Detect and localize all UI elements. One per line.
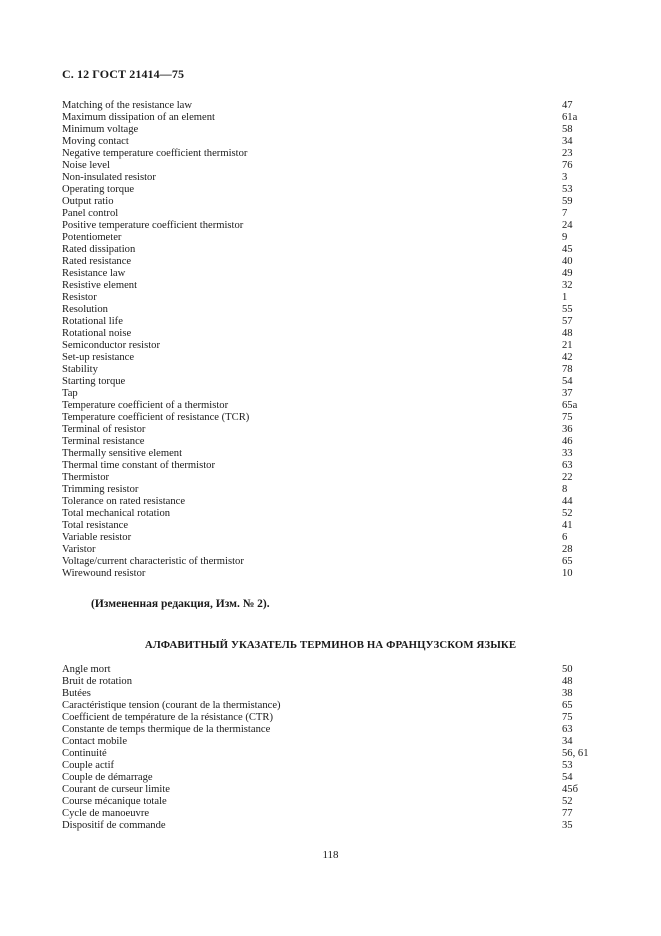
index-term: Thermal time constant of thermistor xyxy=(62,460,215,471)
index-term: Resolution xyxy=(62,304,108,315)
index-term: Terminal of resistor xyxy=(62,424,146,435)
index-entry xyxy=(62,796,602,808)
index-term-number: 77 xyxy=(562,808,573,819)
index-term: Tap xyxy=(62,388,78,399)
index-term: Semiconductor resistor xyxy=(62,340,160,351)
index-entry xyxy=(62,268,602,280)
index-term-number: 78 xyxy=(562,364,573,375)
index-term-number: 61a xyxy=(562,112,578,123)
index-term-number: 57 xyxy=(562,316,573,327)
index-term-number: 59 xyxy=(562,196,573,207)
index-term: Thermally sensitive element xyxy=(62,448,183,459)
index-term-number: 38 xyxy=(562,688,573,699)
index-term: Set-up resistance xyxy=(62,352,135,363)
index-entry xyxy=(62,820,602,832)
index-entry xyxy=(62,664,602,676)
index-term-number: 75 xyxy=(562,712,573,723)
index-entry xyxy=(62,688,602,700)
index-entry xyxy=(62,364,602,376)
index-term-number: 6 xyxy=(562,532,568,543)
index-entry xyxy=(62,760,602,772)
index-term-number: 49 xyxy=(562,268,573,279)
index-entry xyxy=(62,148,602,160)
index-term-number: 41 xyxy=(562,520,573,531)
index-entry xyxy=(62,388,602,400)
index-entry xyxy=(62,556,602,568)
index-term: Constante de temps thermique de la thermistance xyxy=(62,724,271,735)
index-term-number: 75 xyxy=(562,412,573,423)
index-term-number: 48 xyxy=(562,328,573,339)
index-term-number: 63 xyxy=(562,724,573,735)
index-entry xyxy=(62,700,602,712)
index-entry xyxy=(62,532,602,544)
index-entry xyxy=(62,196,602,208)
index-term: Moving contact xyxy=(62,136,129,147)
index-entry xyxy=(62,376,602,388)
index-term-number: 8 xyxy=(562,484,568,495)
index-term-number: 46 xyxy=(562,436,573,447)
index-term: Maximum dissipation of an element xyxy=(62,112,215,123)
index-term: Rated resistance xyxy=(62,256,132,267)
index-term: Output ratio xyxy=(62,196,114,207)
index-entry xyxy=(62,328,602,340)
index-entry xyxy=(62,304,602,316)
index-term: Thermistor xyxy=(62,472,110,483)
index-entry xyxy=(62,520,602,532)
index-term: Starting torque xyxy=(62,376,126,387)
index-entry xyxy=(62,784,602,796)
index-entry xyxy=(62,676,602,688)
index-term: Dispositif de commande xyxy=(62,820,166,831)
index-entry xyxy=(62,280,602,292)
french-index-title: АЛФАВИТНЫЙ УКАЗАТЕЛЬ ТЕРМИНОВ НА ФРАНЦУЗСКОМ ЯЗЫКЕ xyxy=(144,639,517,651)
index-term-number: 53 xyxy=(562,760,573,771)
index-term-number: 52 xyxy=(562,508,573,519)
index-term: Cycle de manoeuvre xyxy=(62,808,150,819)
index-term: Positive temperature coefficient thermistor xyxy=(62,220,244,231)
index-term-number: 35 xyxy=(562,820,573,831)
index-entry xyxy=(62,184,602,196)
index-term-number: 54 xyxy=(562,772,573,783)
index-term-number: 56, 61 xyxy=(562,748,589,759)
index-term: Terminal resistance xyxy=(62,436,145,447)
index-entry xyxy=(62,316,602,328)
index-term: Voltage/current characteristic of thermistor xyxy=(62,556,244,567)
index-term-number: 24 xyxy=(562,220,573,231)
index-term: Temperature coefficient of a thermistor xyxy=(62,400,229,411)
index-entry xyxy=(62,208,602,220)
index-term-number: 45б xyxy=(562,784,578,795)
index-entry xyxy=(62,424,602,436)
index-term: Couple de démarrage xyxy=(62,772,153,783)
index-entry xyxy=(62,448,602,460)
index-term: Bruit de rotation xyxy=(62,676,133,687)
index-term: Noise level xyxy=(62,160,110,171)
index-term: Trimming resistor xyxy=(62,484,139,495)
index-term-number: 58 xyxy=(562,124,573,135)
index-term: Rotational life xyxy=(62,316,123,327)
index-entry xyxy=(62,244,602,256)
amendment-note: (Измененная редакция, Изм. № 2). xyxy=(91,598,270,610)
index-entry xyxy=(62,748,602,760)
index-entry xyxy=(62,100,602,112)
page-number: 118 xyxy=(322,849,339,861)
index-term: Varistor xyxy=(62,544,96,555)
index-entry xyxy=(62,460,602,472)
index-term: Panel control xyxy=(62,208,119,219)
english-term-index xyxy=(62,100,602,580)
index-entry xyxy=(62,124,602,136)
index-term-number: 52 xyxy=(562,796,573,807)
index-term: Coefficient de température de la résistance (CTR) xyxy=(62,712,274,723)
index-term-number: 21 xyxy=(562,340,573,351)
index-term-number: 47 xyxy=(562,100,573,111)
index-term: Angle mort xyxy=(62,664,111,675)
index-entry xyxy=(62,160,602,172)
index-term: Continuité xyxy=(62,748,107,759)
index-entry xyxy=(62,112,602,124)
index-term: Tolerance on rated resistance xyxy=(62,496,186,507)
index-term: Wirewound resistor xyxy=(62,568,146,579)
index-term-number: 44 xyxy=(562,496,573,507)
index-term-number: 22 xyxy=(562,472,573,483)
index-term-number: 42 xyxy=(562,352,573,363)
index-term-number: 10 xyxy=(562,568,573,579)
index-term: Contact mobile xyxy=(62,736,128,747)
index-term-number: 34 xyxy=(562,136,573,147)
page-header: С. 12 ГОСТ 21414—75 xyxy=(62,67,185,81)
index-term-number: 1 xyxy=(562,292,568,303)
index-term: Operating torque xyxy=(62,184,135,195)
index-term: Rated dissipation xyxy=(62,244,136,255)
index-entry xyxy=(62,724,602,736)
index-term: Courant de curseur limite xyxy=(62,784,170,795)
index-term: Matching of the resistance law xyxy=(62,100,193,111)
index-term: Negative temperature coefficient thermistor xyxy=(62,148,248,159)
index-term: Resistance law xyxy=(62,268,126,279)
index-entry xyxy=(62,496,602,508)
index-term: Butées xyxy=(62,688,91,699)
index-term: Couple actif xyxy=(62,760,115,771)
index-entry xyxy=(62,412,602,424)
index-term-number: 32 xyxy=(562,280,573,291)
index-term-number: 45 xyxy=(562,244,573,255)
index-entry xyxy=(62,256,602,268)
index-term: Potentiometer xyxy=(62,232,122,243)
index-entry xyxy=(62,436,602,448)
index-term: Resistor xyxy=(62,292,97,303)
index-entry xyxy=(62,484,602,496)
french-term-index xyxy=(62,664,602,832)
index-term-number: 7 xyxy=(562,208,568,219)
index-entry xyxy=(62,232,602,244)
index-term: Stability xyxy=(62,364,98,375)
index-entry xyxy=(62,568,602,580)
index-entry xyxy=(62,136,602,148)
index-term: Non-insulated resistor xyxy=(62,172,156,183)
index-term-number: 37 xyxy=(562,388,573,399)
index-entry xyxy=(62,544,602,556)
index-term-number: 34 xyxy=(562,736,573,747)
index-term-number: 53 xyxy=(562,184,573,195)
index-entry xyxy=(62,736,602,748)
index-entry xyxy=(62,808,602,820)
index-term: Minimum voltage xyxy=(62,124,139,135)
index-term-number: 65a xyxy=(562,400,578,411)
index-term: Rotational noise xyxy=(62,328,132,339)
index-term-number: 3 xyxy=(562,172,568,183)
index-term: Caractéristique tension (courant de la thermistance) xyxy=(62,700,281,711)
index-entry xyxy=(62,472,602,484)
index-entry xyxy=(62,400,602,412)
index-term: Resistive element xyxy=(62,280,138,291)
index-term: Variable resistor xyxy=(62,532,132,543)
index-term-number: 28 xyxy=(562,544,573,555)
index-term-number: 33 xyxy=(562,448,573,459)
index-term: Course mécanique totale xyxy=(62,796,167,807)
index-term: Temperature coefficient of resistance (TCR) xyxy=(62,412,250,423)
index-entry xyxy=(62,292,602,304)
index-term-number: 65 xyxy=(562,700,573,711)
index-term-number: 9 xyxy=(562,232,568,243)
index-entry xyxy=(62,712,602,724)
index-term-number: 36 xyxy=(562,424,573,435)
index-entry xyxy=(62,340,602,352)
index-term-number: 76 xyxy=(562,160,573,171)
index-term: Total resistance xyxy=(62,520,129,531)
index-term-number: 50 xyxy=(562,664,573,675)
index-entry xyxy=(62,508,602,520)
index-term-number: 55 xyxy=(562,304,573,315)
index-term-number: 63 xyxy=(562,460,573,471)
index-term-number: 23 xyxy=(562,148,573,159)
index-term-number: 40 xyxy=(562,256,573,267)
index-entry xyxy=(62,172,602,184)
index-entry xyxy=(62,352,602,364)
index-term-number: 65 xyxy=(562,556,573,567)
index-term-number: 48 xyxy=(562,676,573,687)
index-term: Total mechanical rotation xyxy=(62,508,171,519)
index-term-number: 54 xyxy=(562,376,573,387)
index-entry xyxy=(62,772,602,784)
index-entry xyxy=(62,220,602,232)
